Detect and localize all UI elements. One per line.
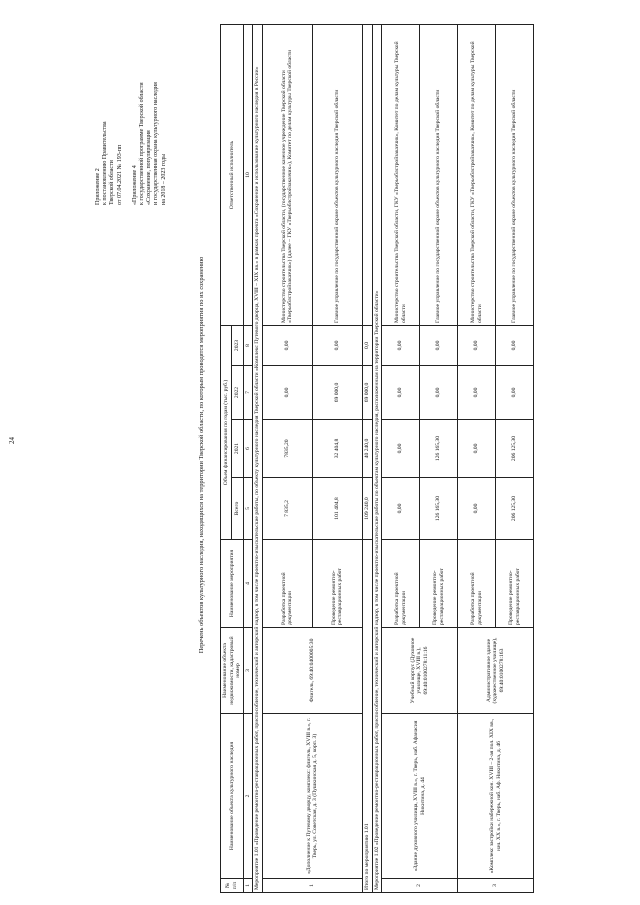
table-row (458, 25, 496, 893)
col-index: 1 (243, 879, 253, 893)
y2022-cell: 0,00 (496, 366, 534, 420)
appendix-line: «Сохранение, популяризация (146, 130, 153, 205)
document-title: Перечень объектов культурного наследия, находящихся на территории Тверской области, по которым проводятся мероприятия по их сохранению (198, 256, 205, 654)
executor-cell: Министерство строительства Тверской области, ГКУ «Тверьоблстройзаказчик», Комитет по делам культуры Тверской области (458, 25, 496, 326)
y2023-cell: 0,00 (262, 326, 312, 366)
header-executor: Ответственный исполнитель (221, 25, 244, 326)
appendix-line: на 2018 – 2023 годы (160, 153, 167, 205)
appendix-line: «Приложение 4 (131, 165, 138, 205)
row-num: 1 (262, 879, 362, 893)
executor-cell: Главное управление по государственной охране объектов культурного наследия Тверской области (420, 25, 458, 326)
column-index-row (243, 25, 253, 893)
y2022-cell: 69 000,0 (312, 366, 362, 420)
appendix-line: от 07.04.2021 № 193-пп (116, 144, 123, 205)
object-name-cell: «Здание духовного училища, XVIII в.», г. Тверь, наб. Афанасия Никитина, д. 44 (382, 714, 458, 879)
heritage-objects-table (220, 24, 534, 893)
section-row (372, 25, 382, 893)
appendix-line: и государственная охрана культурного наследия (153, 82, 160, 205)
header-object-name: Наименование объекта культурного наследия (221, 714, 244, 879)
header-2021: 2021 (232, 420, 243, 478)
measure-cell: Разработка проектной документации (382, 540, 420, 628)
y2023-cell: 0,00 (420, 326, 458, 366)
total-row (362, 25, 372, 893)
y2022-cell: 69 000,0 (362, 366, 372, 420)
measure-cell: Проведение ремонтно-реставрационных работ (420, 540, 458, 628)
section-row (253, 25, 263, 893)
executor-cell: Министерство строительства Тверской области, ГКУ «Тверьоблстройзаказчик», Комитет по делам культуры Тверской области (382, 25, 420, 326)
realty-cell: Флигель, 69:40:0400005:30 (262, 628, 362, 714)
col-index: 8 (243, 326, 253, 366)
y2021-cell: 32 404,8 (312, 420, 362, 478)
header-num: № п/п (221, 879, 244, 893)
y2022-cell: 0,00 (262, 366, 312, 420)
total-cell: 101 404,8 (312, 478, 362, 540)
header-measure: Наименование мероприятия (221, 540, 244, 628)
executor-cell: Министерство строительства Тверской области, (государственное казенное учреждение Тверской области «Тверьоблстройзаказчик») (далее – ГКУ «Тверьоблстройзаказчик»), Комитет по делам культуры Тверской области (262, 25, 312, 326)
y2021-cell: 7835,20 (262, 420, 312, 478)
realty-cell: Учебный корпус (Духовное училище, XVIII в.), 69:40:0100278:11:16 (382, 628, 458, 714)
col-index: 10 (243, 25, 253, 326)
header-row (221, 25, 232, 893)
object-name-cell: «Комплекс застройки набережной кон. XVIII – 2-ая пол. XIX вв., нач. XX в.», г. Тверь, наб. Аф. Никитина, д. 46 (458, 714, 534, 879)
total-label: Итого по мероприятию 1.01 (362, 540, 372, 893)
col-index: 2 (243, 714, 253, 879)
section-1-title: Мероприятие 1.01 «Проведение ремонтно-реставрационных работ, приспособление, технический и авторский надзор, в том числе проектно-изыскательские работы, по объекту культурного наследия Тверской области «Комплекс Путевого дворца, XVIII – XIX вв.» в рамках проекта «Сохранение и использование культурного наследия в России» (253, 25, 263, 893)
appendix-block (95, 15, 168, 205)
measure-cell: Разработка проектной документации (262, 540, 312, 628)
y2023-cell: 0,00 (382, 326, 420, 366)
total-cell: 206 125,30 (496, 478, 534, 540)
table-row (382, 25, 420, 893)
y2021-cell: 206 125,30 (496, 420, 534, 478)
y2022-cell: 0,00 (458, 366, 496, 420)
y2023-cell: 0,00 (458, 326, 496, 366)
y2023-cell: 0,00 (496, 326, 534, 366)
total-cell: 126 165,30 (420, 478, 458, 540)
row-num: 2 (382, 879, 458, 893)
col-index: 6 (243, 420, 253, 478)
executor-cell: Главное управление по государственной охране объектов культурного наследия Тверской области (312, 25, 362, 326)
appendix-line: Приложение 2 (95, 168, 101, 205)
page-number: 24 (8, 437, 16, 444)
table-row (262, 25, 312, 893)
row-num: 3 (458, 879, 534, 893)
col-index: 5 (243, 478, 253, 540)
y2021-cell: 0,00 (382, 420, 420, 478)
y2023-cell: 0,00 (312, 326, 362, 366)
executor-cell: Главное управление по государственной охране объектов культурного наследия Тверской области (496, 25, 534, 326)
appendix-line: к постановлению Правительства (102, 121, 109, 205)
y2021-cell: 126 165,30 (420, 420, 458, 478)
header-funding: Объем финансирования по годам (тыс. руб.) (221, 326, 232, 540)
y2022-cell: 0,00 (382, 366, 420, 420)
realty-cell: Административное здание (художественное училище), 69:40:0100278:163 (458, 628, 534, 714)
header-2023: 2023 (232, 326, 243, 366)
header-total: Всего (232, 478, 243, 540)
total-cell: 0,00 (382, 478, 420, 540)
col-index: 3 (243, 628, 253, 714)
total-cell: 7 835,2 (262, 478, 312, 540)
appendix-line: Тверской области (109, 160, 116, 205)
total-cell: 0,00 (458, 478, 496, 540)
header-2022: 2022 (232, 366, 243, 420)
measure-cell: Разработка проектной документации (458, 540, 496, 628)
appendix-line: к государственной программе Тверской области (139, 82, 146, 205)
total-cell: 109 240,0 (362, 478, 372, 540)
y2021-cell: 40 240,0 (362, 420, 372, 478)
header-realty: Наименование объекта недвижимости, кадастровый номер (221, 628, 244, 714)
measure-cell: Проведение ремонтно-реставрационных работ (312, 540, 362, 628)
object-name-cell: «Дополнение к Путевому дворцу, комплекс: флигель, XVIII в.», г. Тверь, ул. Советская, д. 3 (Пушкинская д. 5, корп. 3) (262, 714, 362, 879)
col-index: 4 (243, 540, 253, 628)
col-index: 7 (243, 366, 253, 420)
y2021-cell: 0,00 (458, 420, 496, 478)
y2022-cell: 0,00 (420, 366, 458, 420)
measure-cell: Проведение ремонтно-реставрационных работ (496, 540, 534, 628)
section-2-title: Мероприятие 1.02 «Проведение ремонтно-реставрационных работ, приспособление, технический и авторский надзор, в том числе проектно-изыскательские работы по объектам культурного наследия, расположенным на территории Тверской области» (372, 25, 382, 893)
y2023-cell: 0,0 (362, 326, 372, 366)
